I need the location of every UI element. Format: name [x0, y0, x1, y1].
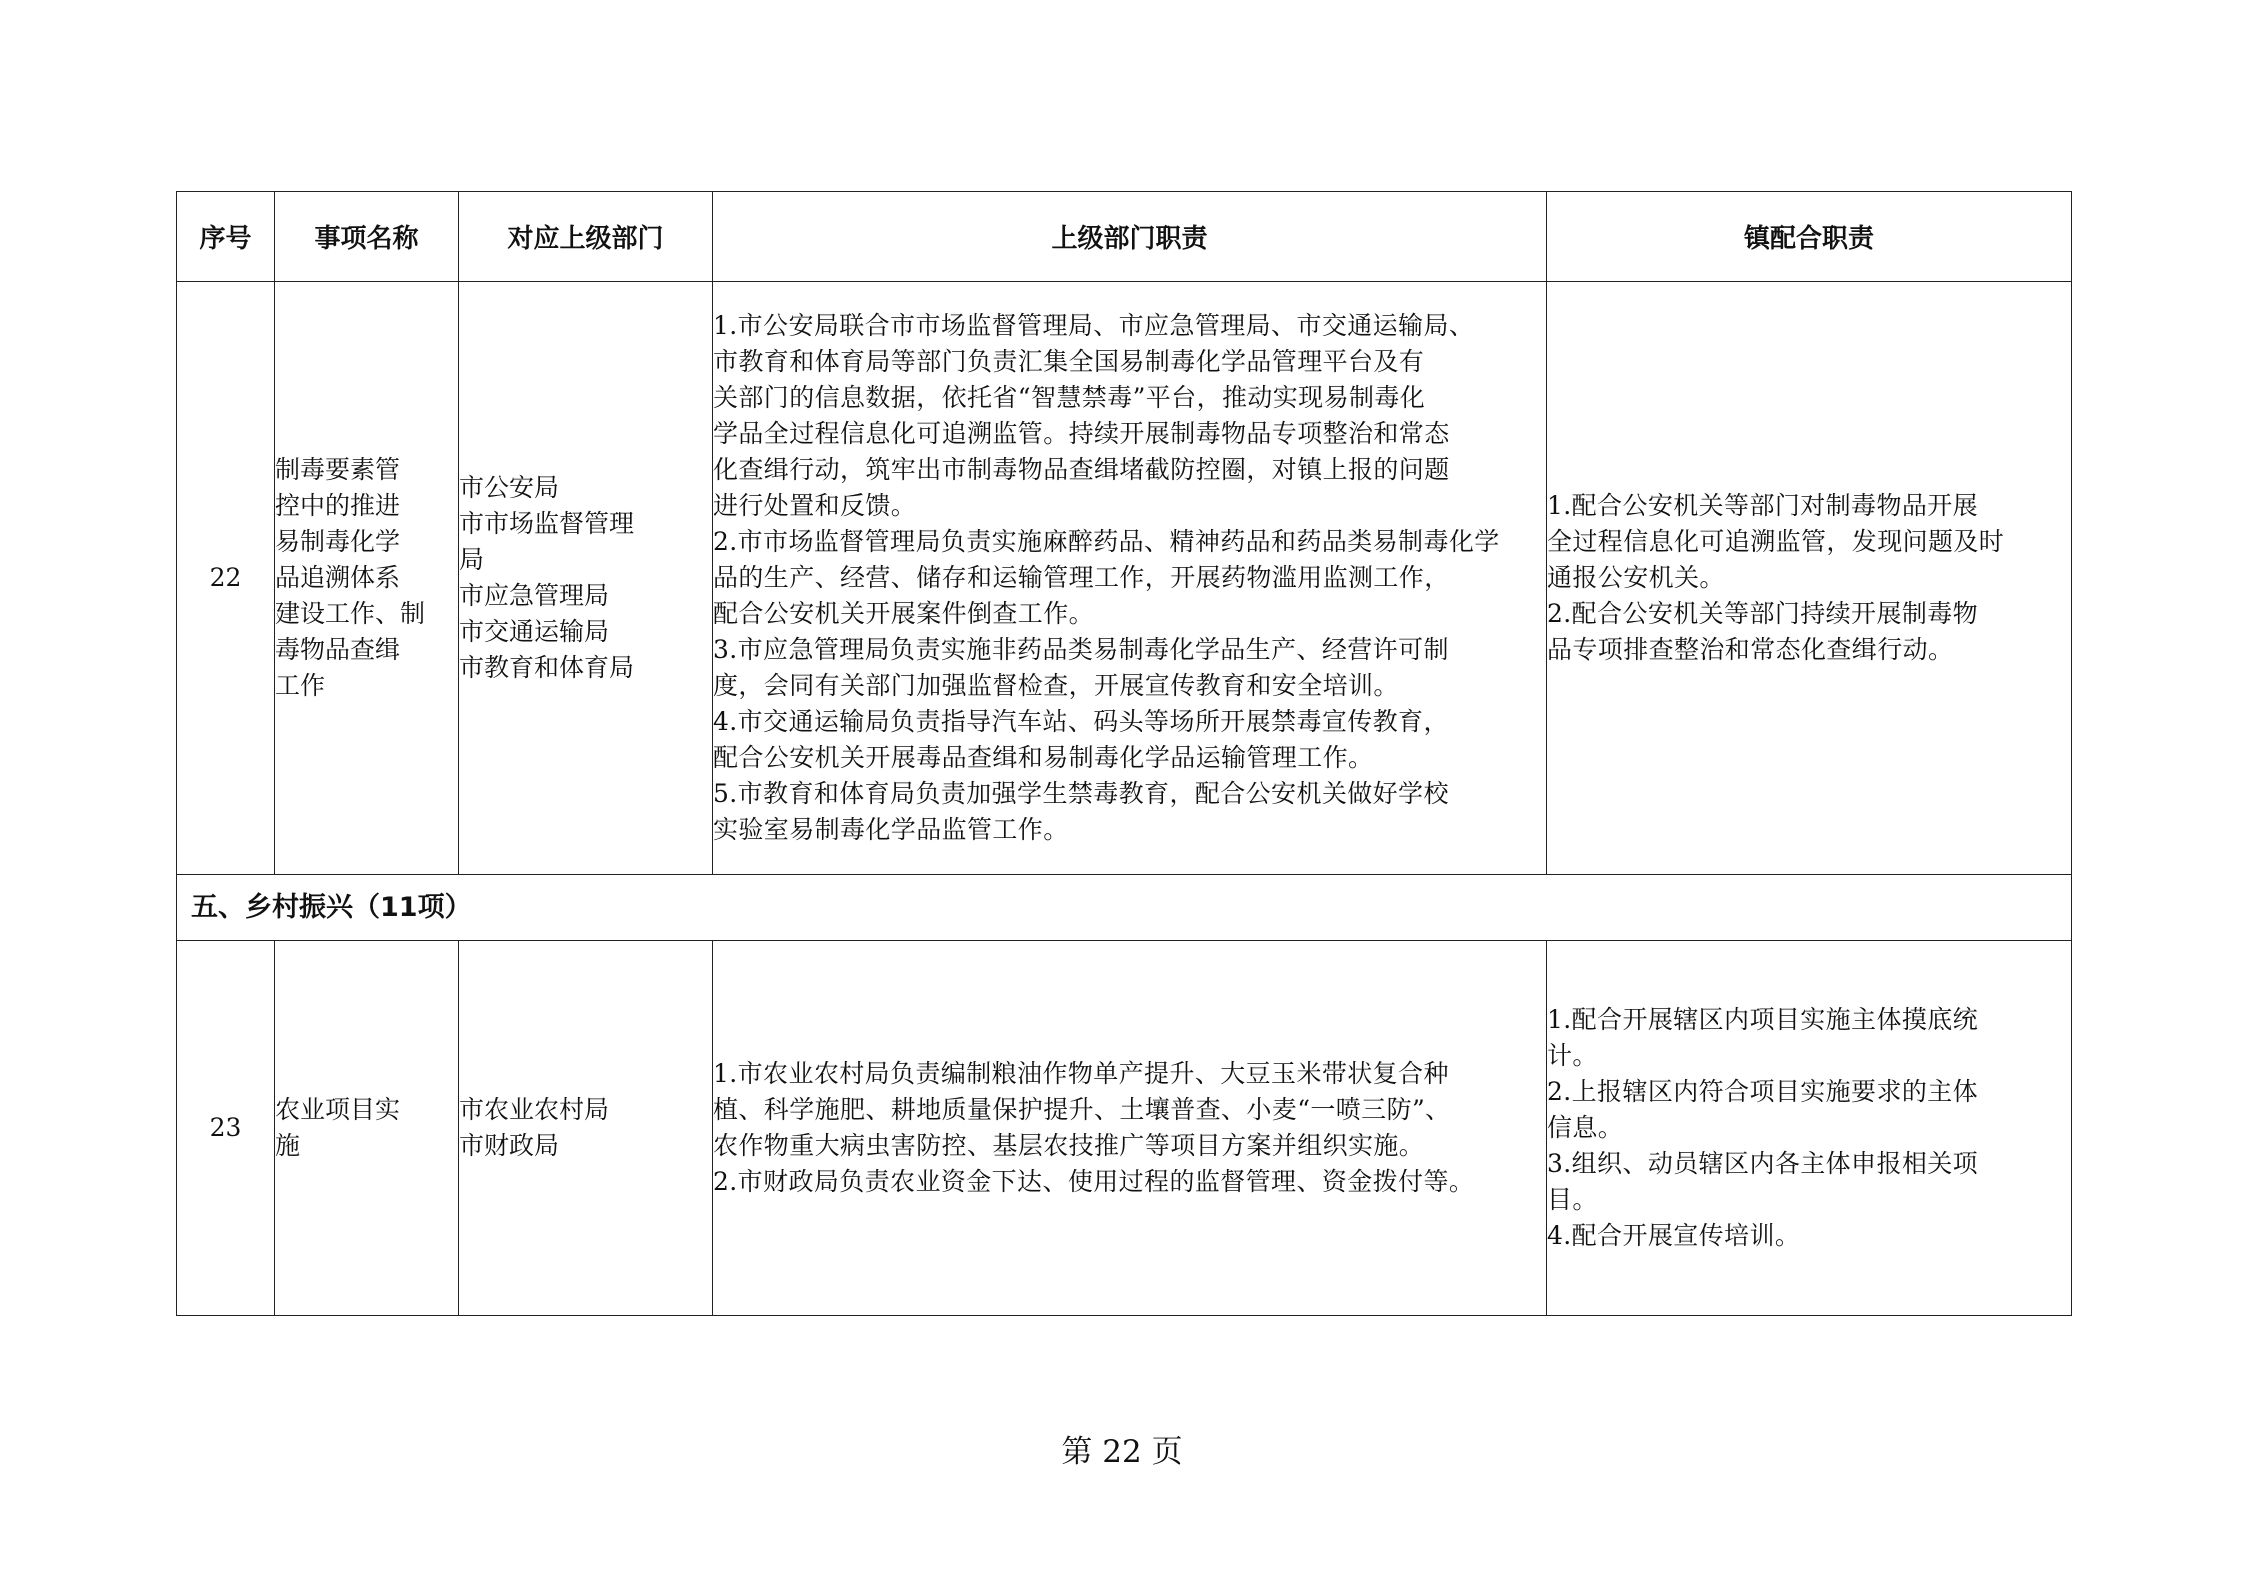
text-line: 1.配合公安机关等部门对制毒物品开展 [1547, 491, 1979, 520]
text-line: 配合公安机关开展案件倒查工作。 [713, 599, 1095, 628]
table-row [177, 282, 2072, 875]
text-line: 配合公安机关开展毒品查缉和易制毒化学品运输管理工作。 [713, 743, 1374, 772]
text-line: 市教育和体育局等部门负责汇集全国易制毒化学品管理平台及有 [713, 347, 1425, 376]
text-line: 易制毒化学 [275, 527, 401, 556]
text-line: 关部门的信息数据，依托省“智慧禁毒”平台，推动实现易制毒化 [713, 383, 1426, 412]
text-line: 1.市公安局联合市市场监督管理局、市应急管理局、市交通运输局、 [713, 311, 1475, 340]
text-line: 3.组织、动员辖区内各主体申报相关项 [1547, 1149, 1979, 1178]
table-row [177, 941, 2072, 1316]
text-line: 制毒要素管 [275, 455, 401, 484]
text-line: 2.配合公安机关等部门持续开展制毒物 [1547, 599, 1979, 628]
text-line: 实验室易制毒化学品监管工作。 [713, 815, 1069, 844]
text-line: 工作 [275, 671, 326, 700]
text-line: 1.市农业农村局负责编制粮油作物单产提升、大豆玉米带状复合种 [713, 1059, 1449, 1088]
section-row [177, 875, 2072, 941]
text-line: 目。 [1547, 1185, 1598, 1214]
text-line: 市市场监督管理 [459, 509, 635, 538]
text-line: 品追溯体系 [275, 563, 401, 592]
text-line: 建设工作、制 [275, 599, 426, 628]
row22-duty [713, 282, 1547, 875]
text-line: 信息。 [1547, 1113, 1624, 1142]
text-line: 计。 [1547, 1041, 1598, 1070]
text-line: 市财政局 [459, 1131, 560, 1160]
text-line: 市交通运输局 [459, 617, 610, 646]
text-line: 植、科学施肥、耕地质量保护提升、土壤普查、小麦“一喷三防”、 [713, 1095, 1451, 1124]
row22-item [275, 282, 459, 875]
text-line: 2.市财政局负责农业资金下达、使用过程的监督管理、资金拨付等。 [713, 1167, 1475, 1196]
text-line: 农业项目实 [275, 1095, 401, 1124]
row23-dept [459, 941, 713, 1316]
section-title: 五、乡村振兴（11项） [177, 875, 2072, 941]
table-header-row [177, 192, 2072, 282]
text-line: 市公安局 [459, 473, 560, 502]
header-dept: 对应上级部门 [459, 192, 713, 282]
text-line: 市应急管理局 [459, 581, 610, 610]
header-item: 事项名称 [275, 192, 459, 282]
row22-dept [459, 282, 713, 875]
text-line: 全过程信息化可追溯监管，发现问题及时 [1547, 527, 2005, 556]
text-line: 4.市交通运输局负责指导汽车站、码头等场所开展禁毒宣传教育， [713, 707, 1449, 736]
text-line: 市农业农村局 [459, 1095, 610, 1124]
text-line: 3.市应急管理局负责实施非药品类易制毒化学品生产、经营许可制 [713, 635, 1449, 664]
text-line: 通报公安机关。 [1547, 563, 1725, 592]
text-line: 化查缉行动，筑牢出市制毒物品查缉堵截防控圈，对镇上报的问题 [713, 455, 1450, 484]
text-line: 施 [275, 1131, 301, 1160]
text-line: 控中的推进 [275, 491, 401, 520]
row22-seq: 22 [177, 282, 275, 875]
text-line: 度，会同有关部门加强监督检查，开展宣传教育和安全培训。 [713, 671, 1399, 700]
text-line: 品专项排查整治和常态化查缉行动。 [1547, 635, 1954, 664]
text-line: 局 [459, 545, 485, 574]
row23-duty [713, 941, 1547, 1316]
text-line: 毒物品查缉 [275, 635, 401, 664]
text-line: 进行处置和反馈。 [713, 491, 917, 520]
row22-town [1547, 282, 2072, 875]
text-line: 5.市教育和体育局负责加强学生禁毒教育，配合公安机关做好学校 [713, 779, 1449, 808]
text-line: 品的生产、经营、储存和运输管理工作，开展药物滥用监测工作， [713, 563, 1450, 592]
row23-item [275, 941, 459, 1316]
row23-seq: 23 [177, 941, 275, 1316]
text-line: 2.市市场监督管理局负责实施麻醉药品、精神药品和药品类易制毒化学 [713, 527, 1500, 556]
text-line: 农作物重大病虫害防控、基层农技推广等项目方案并组织实施。 [713, 1131, 1425, 1160]
duty-table [176, 191, 2072, 1316]
text-line: 市教育和体育局 [459, 653, 635, 682]
header-town: 镇配合职责 [1547, 192, 2072, 282]
text-line: 4.配合开展宣传培训。 [1547, 1221, 1801, 1250]
text-line: 学品全过程信息化可追溯监管。持续开展制毒物品专项整治和常态 [713, 419, 1450, 448]
row23-town [1547, 941, 2072, 1316]
text-line: 1.配合开展辖区内项目实施主体摸底统 [1547, 1005, 1979, 1034]
text-line: 2.上报辖区内符合项目实施要求的主体 [1547, 1077, 1979, 1106]
header-seq: 序号 [177, 192, 275, 282]
page-number: 第 22 页 [1061, 1434, 1183, 1470]
header-duty: 上级部门职责 [713, 192, 1547, 282]
